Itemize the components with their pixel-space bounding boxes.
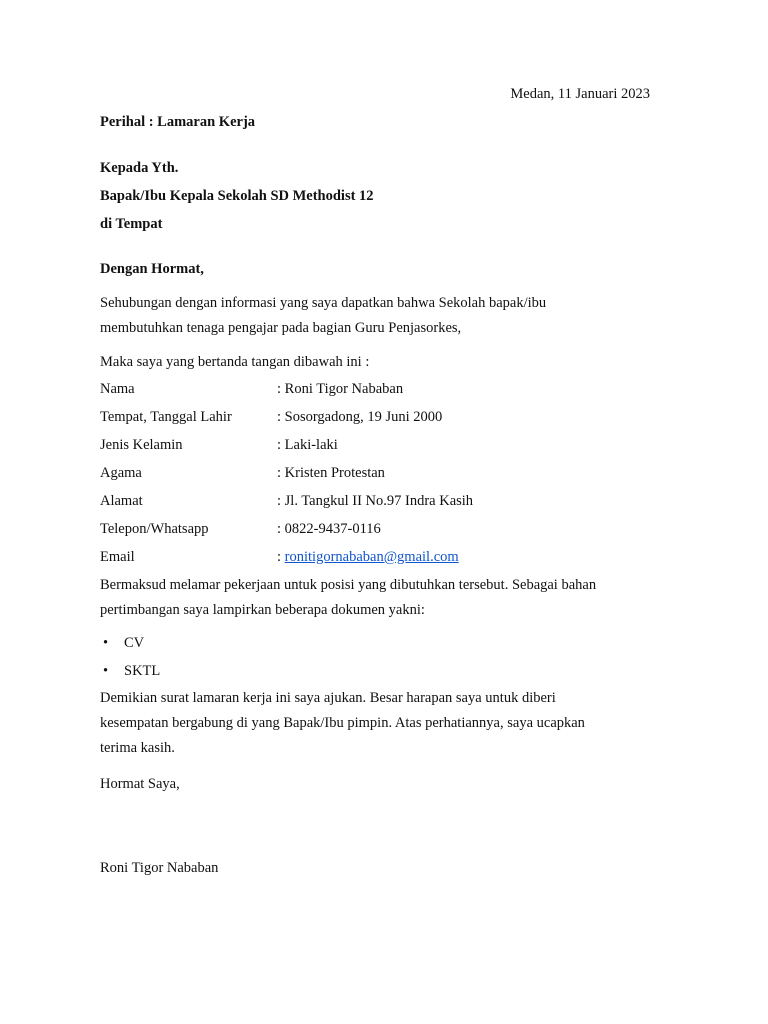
identity-row-ttl: [100, 409, 620, 431]
bullet-icon: •: [103, 635, 109, 651]
identity-value: : Jl. Tangkul II No.97 Indra Kasih: [277, 493, 474, 509]
identity-row-religion: [100, 465, 620, 487]
closing-paragraph: Demikian surat lamaran kerja ini saya ajukan. Besar harapan saya untuk diberi kesempatan bergabung di yang Bapak/Ibu pimpin. Atas perhatiannya, saya ucapkan terima kasih.: [100, 690, 585, 756]
recipient-line-3: di Tempat: [100, 216, 163, 232]
identity-label: Telepon/Whatsapp: [100, 521, 209, 537]
letter-subject: Perihal : Lamaran Kerja: [100, 114, 256, 130]
identity-intro: Maka saya yang bertanda tangan dibawah ini :: [100, 354, 370, 370]
identity-row-gender: [100, 437, 620, 459]
identity-label: Email: [100, 549, 135, 565]
identity-row-phone: [100, 521, 620, 543]
identity-value: : ronitigornababan@gmail.com: [277, 549, 459, 565]
letter-date: Medan, 11 Januari 2023: [510, 86, 650, 102]
attachment-label: CV: [124, 635, 145, 651]
identity-label: Nama: [100, 381, 135, 397]
identity-row-nama: [100, 381, 620, 403]
signature-name: Roni Tigor Nababan: [100, 860, 219, 876]
recipient-line-2: Bapak/Ibu Kepala Sekolah SD Methodist 12: [100, 188, 374, 204]
email-link[interactable]: ronitigornababan@gmail.com: [284, 549, 459, 565]
purpose-paragraph: Bermaksud melamar pekerjaan untuk posisi yang dibutuhkan tersebut. Sebagai bahan pertimbangan saya lampirkan beberapa dokumen yakni:: [100, 577, 597, 618]
recipient-line-1: Kepada Yth.: [100, 160, 179, 176]
sign-off: Hormat Saya,: [100, 776, 180, 792]
identity-row-email: [100, 549, 620, 571]
identity-value: : Sosorgadong, 19 Juni 2000: [277, 409, 443, 425]
identity-value: : Kristen Protestan: [277, 465, 385, 481]
identity-row-address: [100, 493, 620, 515]
identity-label: Alamat: [100, 493, 143, 509]
greeting: Dengan Hormat,: [100, 261, 204, 277]
identity-value: : Laki-laki: [277, 437, 338, 453]
identity-value: : Roni Tigor Nababan: [277, 381, 404, 397]
intro-paragraph: Sehubungan dengan informasi yang saya dapatkan bahwa Sekolah bapak/ibu membutuhkan tenaga pengajar pada bagian Guru Penjasorkes,: [100, 295, 547, 336]
identity-label: Agama: [100, 465, 142, 481]
bullet-icon: •: [103, 663, 109, 679]
identity-label: Jenis Kelamin: [100, 437, 183, 453]
identity-value: : 0822-9437-0116: [277, 521, 381, 537]
attachment-label: SKTL: [124, 663, 161, 679]
identity-label: Tempat, Tanggal Lahir: [100, 409, 232, 425]
